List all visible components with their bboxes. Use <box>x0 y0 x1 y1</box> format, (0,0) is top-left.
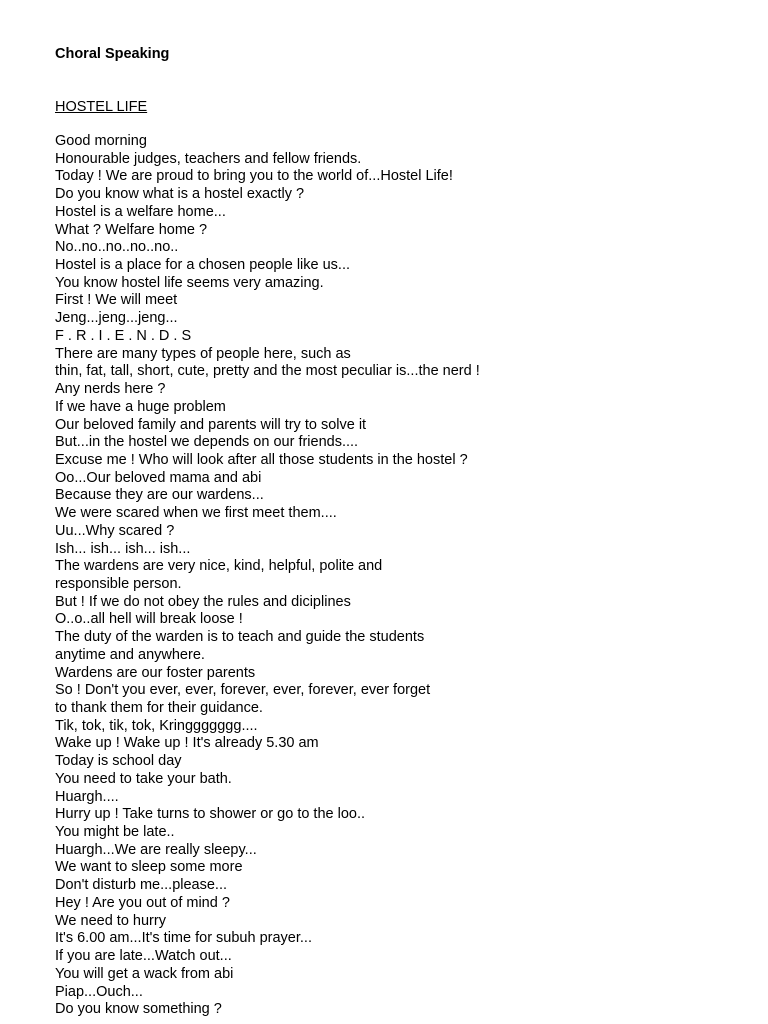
poem-line: anytime and anywhere. <box>55 646 205 663</box>
poem-line: The wardens are very nice, kind, helpful, polite and <box>55 558 383 575</box>
poem-line: So ! Don't you ever, ever, forever, ever, forever, ever forget <box>55 682 431 699</box>
poem-line: We need to hurry <box>55 912 166 929</box>
poem-line: We want to sleep some more <box>55 859 243 876</box>
poem-line: Honourable judges, teachers and fellow friends. <box>55 150 362 167</box>
poem-line: to thank them for their guidance. <box>55 700 263 716</box>
poem-line: Our beloved family and parents will try to solve it <box>55 416 367 433</box>
poem-line: You need to take your bath. <box>55 770 232 787</box>
poem-line: Oo...Our beloved mama and abi <box>55 469 262 486</box>
poem-line: The duty of the warden is to teach and guide the students <box>55 629 425 646</box>
poem-line: Hostel is a place for a chosen people like us... <box>55 257 350 274</box>
document-title: Choral Speaking <box>55 46 170 62</box>
poem-line: Wardens are our foster parents <box>55 664 256 681</box>
poem-line: You might be late.. <box>55 824 175 841</box>
poem-line: responsible person. <box>55 575 182 592</box>
poem-line: No..no..no..no..no.. <box>55 239 179 256</box>
poem-line: It's 6.00 am...It's time for subuh prayer... <box>55 930 312 947</box>
poem-line: Hey ! Are you out of mind ? <box>55 894 230 911</box>
poem-line: Any nerds here ? <box>55 381 166 398</box>
poem-line: If we have a huge problem <box>55 398 226 415</box>
poem-line: Good morning <box>55 133 147 149</box>
poem-line: We were scared when we first meet them.... <box>55 505 337 522</box>
poem-line: You know hostel life seems very amazing. <box>55 274 324 291</box>
poem-line: F . R . I . E . N . D . S <box>55 327 192 344</box>
poem-line: You will get a wack from abi <box>55 965 234 982</box>
poem-line: Jeng...jeng...jeng... <box>55 310 178 327</box>
poem-body <box>55 133 755 1019</box>
poem-line: Excuse me ! Who will look after all those students in the hostel ? <box>55 451 468 468</box>
poem-line: Do you know what is a hostel exactly ? <box>55 186 305 203</box>
poem-line: But...in the hostel we depends on our friends.... <box>55 434 359 451</box>
poem-line: Ish... ish... ish... ish... <box>55 540 191 557</box>
poem-line: Uu...Why scared ? <box>55 522 175 539</box>
poem-line: thin, fat, tall, short, cute, pretty and the most peculiar is...the nerd ! <box>55 363 480 380</box>
poem-line: Today is school day <box>55 753 182 770</box>
poem-line: What ? Welfare home ? <box>55 221 208 238</box>
poem-line: First ! We will meet <box>55 292 178 309</box>
poem-line: Hostel is a welfare home... <box>55 203 226 220</box>
poem-line: Piap...Ouch... <box>55 983 143 1000</box>
poem-line: Today ! We are proud to bring you to the world of...Hostel Life! <box>55 168 453 185</box>
poem-line: But ! If we do not obey the rules and diciplines <box>55 593 351 610</box>
poem-line: Wake up ! Wake up ! It's already 5.30 am <box>55 735 319 752</box>
poem-line: Because they are our wardens... <box>55 487 264 504</box>
poem-line: Hurry up ! Take turns to shower or go to the loo.. <box>55 806 366 823</box>
poem-line: Don't disturb me...please... <box>55 877 228 894</box>
document-subtitle: HOSTEL LIFE <box>55 99 148 115</box>
poem-line: O..o..all hell will break loose ! <box>55 611 243 628</box>
poem-line: Huargh.... <box>55 788 119 805</box>
poem-line: There are many types of people here, such as <box>55 345 351 362</box>
poem-line: Do you know something ? <box>55 1001 222 1018</box>
poem-line: If you are late...Watch out... <box>55 948 232 965</box>
poem-line: Tik, tok, tik, tok, Kringgggggg.... <box>55 717 258 734</box>
poem-line: Huargh...We are really sleepy... <box>55 841 257 858</box>
